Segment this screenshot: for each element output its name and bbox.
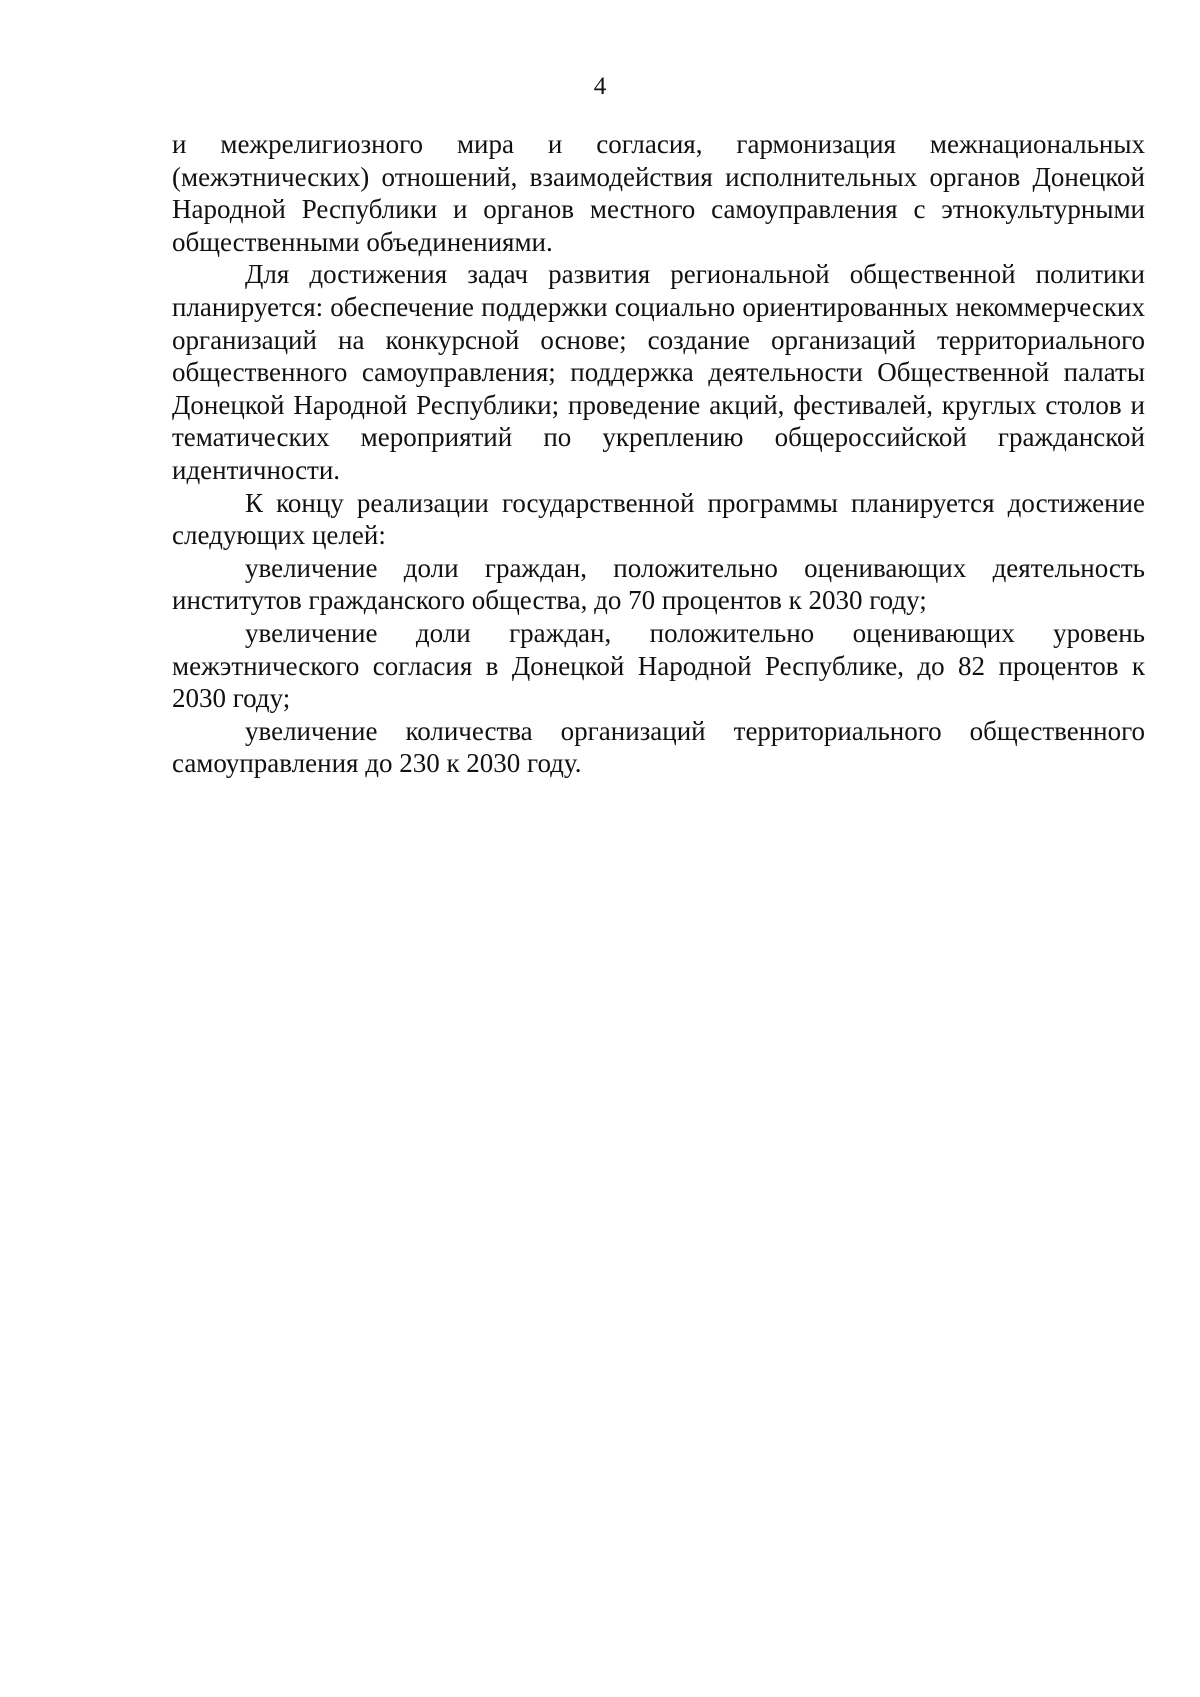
paragraph-goal-interethnic-accord: увеличение доли граждан, положительно оценивающих уровень межэтнического согласия в Донецкой Народной Республике, до 82 процентов к 2030 году;: [172, 617, 1145, 714]
paragraph-goal-self-government: увеличение количества организаций территориального общественного самоуправления до 230 к 2030 году.: [172, 715, 1145, 779]
page-number: 4: [593, 73, 607, 100]
paragraph-goal-civil-society: увеличение доли граждан, положительно оценивающих деятельность институтов гражданского общества, до 70 процентов к 2030 году;: [172, 552, 1145, 616]
document-body: [172, 128, 1145, 780]
paragraph-policy-plans: Для достижения задач развития региональной общественной политики планируется: обеспечение поддержки социально ориентированных некоммерческих организаций на конкурсной основе; создание организаций территориального общественного самоуправления; поддержка деятельности Общественной палаты Донецкой Народной Республики; проведение акций, фестивалей, круглых столов и тематических мероприятий по укреплению общероссийской гражданской идентичности.: [172, 259, 1145, 485]
paragraph-goals-intro: К концу реализации государственной программы планируется достижение следующих целей:: [172, 487, 1145, 551]
paragraph-continuation: и межрелигиозного мира и согласия, гармонизация межнациональных (межэтнических) отношений, взаимодействия исполнительных органов Донецкой Народной Республики и органов местного самоуправления с этнокультурными общественными объединениями.: [172, 129, 1145, 257]
